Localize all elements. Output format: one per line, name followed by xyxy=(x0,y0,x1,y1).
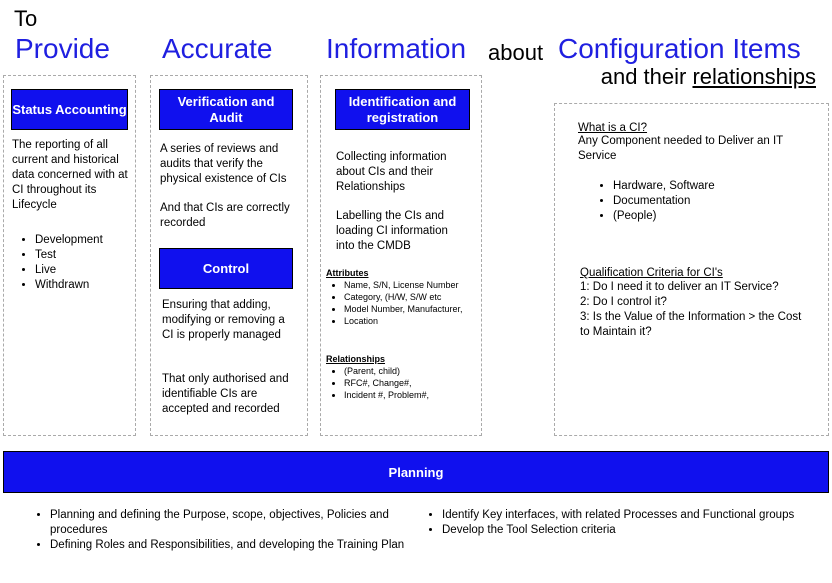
list-item: • Incident #, Problem#, xyxy=(344,389,478,401)
what-is-ci-label: What is a CI? xyxy=(578,122,648,134)
header-configuration-items: Configuration Items xyxy=(558,33,801,64)
list-item: • Defining Roles and Responsibilities, and developing the Training Plan xyxy=(50,538,430,553)
list-item: • Planning and defining the Purpose, scope, objectives, Policies and procedures xyxy=(50,508,430,538)
list-item: • Model Number, Manufacturer, xyxy=(344,303,478,315)
list-item: • Hardware, Software xyxy=(613,179,813,194)
attributes-label: Attributes xyxy=(326,268,369,278)
control-body-2: That only authorised and identifiable CIs are accepted and recorded xyxy=(162,373,289,415)
header-about: about xyxy=(488,40,544,65)
list-item: • Develop the Tool Selection criteria xyxy=(442,523,832,538)
list-item: • (Parent, child) xyxy=(344,365,478,377)
relationships-list xyxy=(326,365,478,401)
list-item: • Documentation xyxy=(613,194,813,209)
list-item: • Withdrawn xyxy=(35,278,150,293)
list-item: • Category, (H/W, S/W etc xyxy=(344,291,478,303)
criteria-item-1: 1: Do I need it to deliver an IT Service? xyxy=(580,281,779,293)
planning-left-list xyxy=(30,508,430,553)
identification-body-2: Labelling the CIs and loading CI information into the CMDB xyxy=(336,210,448,252)
list-item: • Name, S/N, License Number xyxy=(344,279,478,291)
list-item: • Live xyxy=(35,263,150,278)
header-accurate: Accurate xyxy=(162,33,273,64)
criteria-item-3: 3: Is the Value of the Information > the Cost to Maintain it? xyxy=(580,311,802,338)
what-is-ci-body: Any Component needed to Deliver an IT Service xyxy=(578,135,783,162)
header-to: To xyxy=(14,6,38,31)
header-relationships: relationships xyxy=(692,64,816,89)
header-provide: Provide xyxy=(15,33,110,64)
header-subtitle xyxy=(601,64,816,90)
identification-title: Identification and registration xyxy=(335,89,470,130)
criteria-item-2: 2: Do I control it? xyxy=(580,296,667,308)
header-and-their: and their xyxy=(600,64,687,89)
list-item: • Identify Key interfaces, with related Processes and Functional groups xyxy=(442,508,832,523)
verification-body-2: And that CIs are correctly recorded xyxy=(160,202,290,229)
relationships-label: Relationships xyxy=(326,354,386,364)
ci-items-list xyxy=(593,179,813,224)
control-body-1: Ensuring that adding, modifying or removing a CI is properly managed xyxy=(162,299,285,341)
list-item: • Test xyxy=(35,248,150,263)
attributes-list xyxy=(326,279,478,327)
verification-title: Verification and Audit xyxy=(159,89,293,130)
planning-right-list xyxy=(422,508,832,538)
status-accounting-title: Status Accounting xyxy=(11,89,128,130)
status-accounting-body: The reporting of all current and historical data concerned with at CI throughout its Lifecycle xyxy=(12,139,128,211)
control-title: Control xyxy=(159,248,293,289)
list-item: • (People) xyxy=(613,209,813,224)
list-item: • RFC#, Change#, xyxy=(344,377,478,389)
identification-body-1: Collecting information about CIs and their Relationships xyxy=(336,151,447,193)
list-item: • Development xyxy=(35,233,150,248)
header-information: Information xyxy=(326,33,467,64)
list-item: • Location xyxy=(344,315,478,327)
planning-bar: Planning xyxy=(3,451,829,493)
status-accounting-list xyxy=(15,233,150,293)
verification-body-1: A series of reviews and audits that verify the physical existence of CIs xyxy=(160,143,287,185)
qualification-criteria-label: Qualification Criteria for CI's xyxy=(580,267,723,279)
